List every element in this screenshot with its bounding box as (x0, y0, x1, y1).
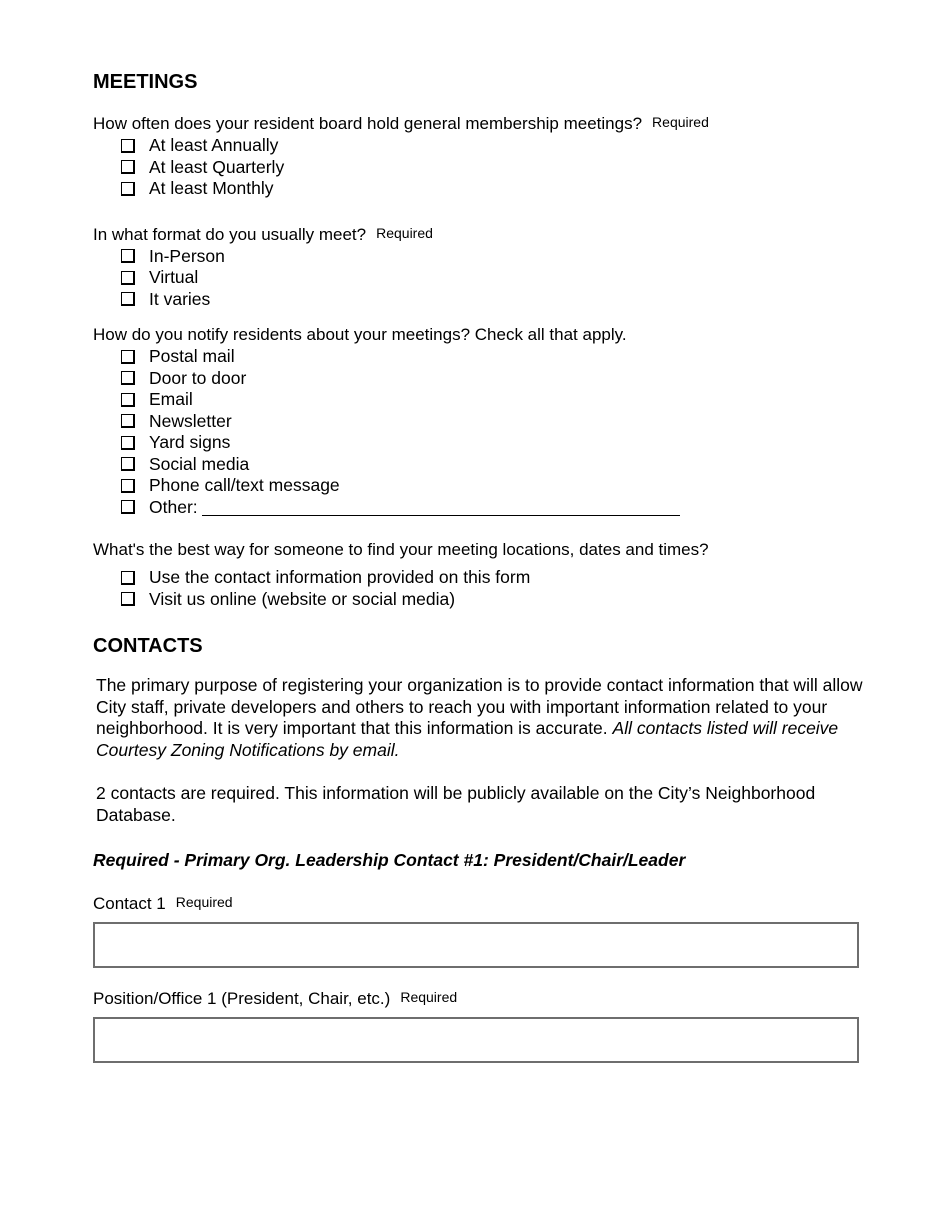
option-virtual (121, 267, 873, 289)
position1-input[interactable] (93, 1017, 859, 1063)
option-label: At least Annually (149, 135, 279, 155)
form-page (93, 68, 873, 1063)
option-social-media (121, 454, 873, 476)
meeting-format-question-text: In what format do you usually meet? (93, 224, 367, 244)
option-yard-signs (121, 432, 873, 454)
option-annually (121, 135, 873, 157)
checkbox-phone-text[interactable] (121, 479, 135, 493)
checkbox-contact-info[interactable] (121, 571, 135, 585)
option-label: Use the contact information provided on this form (149, 567, 531, 587)
checkbox-door-to-door[interactable] (121, 371, 135, 385)
contact1-label (93, 893, 873, 915)
option-quarterly (121, 157, 873, 179)
contact1-label-text: Contact 1 (93, 894, 166, 913)
option-postal-mail (121, 346, 873, 368)
other-text-line[interactable] (202, 499, 680, 516)
option-label: At least Monthly (149, 178, 274, 198)
required-label: Required (652, 114, 709, 130)
required-label: Required (376, 224, 433, 241)
option-email (121, 389, 873, 411)
meeting-format-question (93, 224, 873, 246)
option-label: Virtual (149, 267, 199, 287)
option-label: Visit us online (website or social media) (149, 588, 456, 609)
required-label: Required (400, 989, 458, 1005)
primary-contact-subheading: Required - Primary Org. Leadership Contact #1: President/Chair/Leader (93, 850, 686, 870)
option-in-person (121, 246, 873, 268)
position1-label-text: Position/Office 1 (President, Chair, etc.) (93, 989, 391, 1008)
notification-question: How do you notify residents about your meetings? Check all that apply. (93, 325, 627, 344)
option-label: Door to door (149, 367, 247, 388)
checkbox-yard-signs[interactable] (121, 436, 135, 450)
option-label: Yard signs (149, 432, 231, 452)
checkbox-it-varies[interactable] (121, 292, 135, 306)
find-meetings-question: What's the best way for someone to find your meeting locations, dates and times? (93, 540, 709, 559)
contact1-input[interactable] (93, 922, 859, 968)
option-label: Phone call/text message (149, 475, 340, 495)
option-label: Other: (149, 496, 198, 517)
option-label: It varies (149, 288, 211, 309)
position1-label (93, 988, 873, 1010)
meeting-format-options (93, 246, 873, 311)
option-door-to-door (121, 368, 873, 390)
purpose-text: The primary purpose of registering your organization is to provide contact information that will allow City staff, private developers and others to reach you with important information related to your neighborhood. It is very important that this information is accurate. (96, 675, 863, 738)
option-it-varies (121, 289, 873, 311)
option-other (121, 497, 873, 519)
contacts-heading: CONTACTS (93, 635, 203, 657)
checkbox-other[interactable] (121, 500, 135, 514)
find-meetings-options (93, 567, 873, 610)
checkbox-annually[interactable] (121, 139, 135, 153)
meeting-frequency-question (93, 113, 873, 135)
option-phone-text (121, 475, 873, 497)
option-label: Newsletter (149, 410, 232, 431)
option-label: In-Person (149, 245, 225, 266)
notification-options (93, 346, 873, 518)
checkbox-visit-online[interactable] (121, 592, 135, 606)
required-label: Required (175, 894, 233, 910)
checkbox-in-person[interactable] (121, 249, 135, 263)
option-visit-online (121, 589, 873, 611)
meetings-heading: MEETINGS (93, 71, 198, 93)
option-contact-info (121, 567, 873, 589)
option-monthly (121, 178, 873, 200)
meeting-frequency-question-text: How often does your resident board hold general membership meetings? (93, 114, 643, 133)
contacts-purpose-paragraph (96, 675, 871, 761)
meeting-frequency-options (93, 135, 873, 200)
checkbox-quarterly[interactable] (121, 160, 135, 174)
option-label: Email (149, 389, 193, 409)
checkbox-virtual[interactable] (121, 271, 135, 285)
checkbox-postal-mail[interactable] (121, 350, 135, 364)
option-label: At least Quarterly (149, 156, 285, 177)
checkbox-social-media[interactable] (121, 457, 135, 471)
checkbox-newsletter[interactable] (121, 414, 135, 428)
option-label: Postal mail (149, 346, 235, 366)
option-newsletter (121, 411, 873, 433)
purpose-italic-text: All contacts listed will receive Courtesy Zoning Notifications by email. (96, 718, 839, 760)
option-label: Social media (149, 453, 250, 474)
checkbox-monthly[interactable] (121, 182, 135, 196)
checkbox-email[interactable] (121, 393, 135, 407)
contacts-required-paragraph: 2 contacts are required. This information will be publicly available on the City’s Neighborhood Database. (96, 783, 816, 825)
